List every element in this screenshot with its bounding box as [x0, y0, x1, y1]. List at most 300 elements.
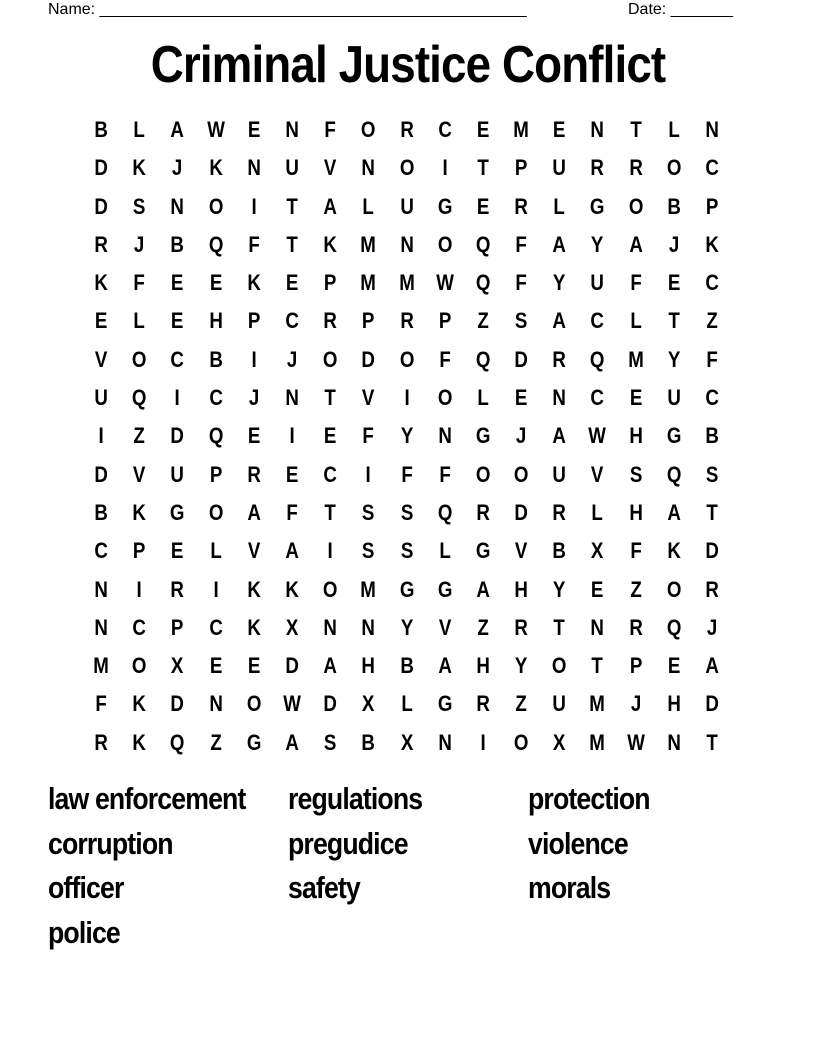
- grid-letter: I: [480, 729, 486, 755]
- word-list-item: law enforcement: [48, 781, 246, 816]
- grid-letter: R: [628, 614, 643, 640]
- grid-letter: I: [174, 385, 181, 411]
- grid-letter: R: [94, 231, 108, 257]
- grid-letter: S: [133, 193, 146, 219]
- grid-letter: E: [209, 653, 222, 679]
- grid-letter: Q: [590, 346, 605, 372]
- grid-letter: B: [170, 231, 185, 257]
- grid-letter: L: [362, 193, 375, 219]
- grid-letter: N: [399, 231, 414, 257]
- grid-letter: G: [666, 423, 682, 449]
- grid-letter: O: [208, 499, 223, 525]
- grid-letter: N: [705, 117, 719, 142]
- grid-letter: N: [208, 691, 223, 717]
- grid-letter: L: [668, 117, 680, 142]
- grid-letter: N: [94, 576, 108, 602]
- grid-letter: E: [629, 385, 642, 411]
- grid-letter: Y: [553, 270, 566, 296]
- grid-letter: D: [705, 691, 719, 717]
- grid-letter: X: [591, 538, 604, 564]
- word-list-item: safety: [288, 870, 360, 905]
- grid-row: [82, 724, 732, 762]
- grid-letter: T: [591, 653, 604, 679]
- grid-letter: E: [476, 193, 490, 219]
- grid-letter: Q: [666, 461, 682, 487]
- grid-letter: S: [362, 538, 375, 564]
- grid-letter: G: [437, 691, 453, 717]
- grid-letter: D: [514, 346, 528, 372]
- grid-row: [82, 532, 732, 570]
- grid-letter: F: [324, 117, 336, 142]
- grid-letter: K: [323, 231, 337, 257]
- grid-letter: O: [361, 117, 376, 142]
- grid-letter: A: [705, 653, 719, 679]
- grid-letter: F: [95, 691, 107, 717]
- grid-letter: F: [133, 270, 145, 296]
- grid-letter: C: [590, 308, 605, 334]
- grid-letter: T: [629, 117, 642, 142]
- word-search-grid: [82, 111, 732, 762]
- grid-letter: P: [438, 308, 452, 334]
- grid-letter: N: [361, 155, 376, 181]
- grid-letter: K: [208, 155, 223, 181]
- grid-letter: I: [136, 576, 142, 602]
- grid-letter: M: [360, 576, 377, 602]
- grid-letter: M: [589, 691, 606, 717]
- grid-letter: K: [132, 691, 147, 717]
- grid-letter: H: [476, 653, 490, 679]
- grid-letter: G: [437, 193, 453, 219]
- grid-letter: M: [589, 729, 606, 755]
- grid-letter: K: [247, 270, 261, 296]
- grid-letter: D: [323, 691, 337, 717]
- grid-letter: G: [399, 576, 414, 602]
- grid-letter: M: [627, 346, 644, 372]
- grid-letter: X: [171, 653, 184, 679]
- grid-letter: N: [170, 193, 185, 219]
- grid-letter: A: [323, 653, 337, 679]
- grid-letter: U: [285, 155, 299, 181]
- grid-letter: I: [365, 461, 372, 487]
- word-list-item: violence: [528, 825, 628, 861]
- grid-letter: O: [322, 346, 338, 372]
- grid-letter: K: [285, 576, 299, 602]
- grid-letter: Q: [437, 499, 453, 525]
- grid-letter: T: [324, 499, 336, 525]
- grid-letter: Y: [514, 653, 528, 679]
- grid-row: [82, 494, 732, 532]
- grid-letter: Z: [477, 308, 489, 334]
- grid-letter: W: [626, 729, 645, 755]
- grid-letter: R: [247, 461, 261, 487]
- grid-letter: H: [628, 499, 643, 525]
- grid-letter: I: [213, 576, 219, 602]
- grid-letter: O: [132, 653, 147, 679]
- grid-letter: Y: [591, 231, 604, 257]
- grid-letter: P: [133, 538, 146, 564]
- grid-letter: W: [435, 270, 454, 296]
- grid-letter: H: [514, 576, 528, 602]
- word-list-item: pregudice: [288, 825, 408, 861]
- grid-letter: O: [475, 461, 491, 487]
- grid-letter: Q: [208, 423, 223, 449]
- grid-letter: T: [286, 193, 298, 219]
- grid-letter: Q: [475, 231, 491, 257]
- grid-letter: R: [476, 691, 490, 717]
- grid-letter: L: [553, 193, 566, 219]
- grid-row: [82, 571, 732, 609]
- grid-letter: E: [247, 653, 261, 679]
- grid-letter: O: [246, 691, 262, 717]
- grid-letter: C: [208, 614, 223, 640]
- grid-letter: R: [323, 308, 337, 334]
- grid-letter: D: [170, 691, 185, 717]
- grid-letter: R: [476, 499, 490, 525]
- grid-letter: I: [442, 155, 448, 181]
- grid-letter: Q: [170, 729, 185, 755]
- grid-letter: R: [552, 499, 567, 525]
- grid-letter: J: [515, 423, 527, 449]
- grid-letter: N: [552, 385, 567, 411]
- grid-letter: A: [247, 499, 261, 525]
- grid-letter: B: [94, 117, 108, 142]
- grid-letter: Z: [515, 691, 527, 717]
- grid-letter: H: [361, 653, 376, 679]
- grid-letter: S: [514, 308, 528, 334]
- word-list-item: officer: [48, 870, 124, 905]
- grid-letter: I: [98, 423, 104, 449]
- grid-letter: E: [553, 117, 566, 142]
- grid-letter: L: [400, 691, 413, 717]
- grid-letter: K: [705, 231, 719, 257]
- grid-letter: N: [94, 614, 108, 640]
- grid-letter: F: [362, 423, 375, 449]
- grid-row: [82, 226, 732, 264]
- grid-letter: C: [132, 614, 147, 640]
- grid-letter: F: [248, 231, 260, 257]
- grid-letter: A: [628, 231, 643, 257]
- grid-letter: M: [360, 270, 377, 296]
- grid-letter: N: [667, 729, 681, 755]
- grid-letter: C: [705, 155, 719, 181]
- grid-letter: S: [400, 499, 413, 525]
- grid-letter: X: [400, 729, 413, 755]
- grid-letter: R: [399, 308, 414, 334]
- grid-letter: L: [133, 308, 145, 334]
- grid-letter: E: [476, 117, 490, 142]
- grid-letter: O: [399, 155, 414, 181]
- grid-letter: C: [323, 461, 337, 487]
- grid-letter: C: [285, 308, 299, 334]
- grid-letter: Q: [666, 614, 682, 640]
- grid-letter: X: [285, 614, 299, 640]
- grid-letter: G: [437, 576, 453, 602]
- grid-letter: S: [323, 729, 337, 755]
- grid-letter: B: [399, 653, 414, 679]
- grid-letter: P: [362, 308, 375, 334]
- grid-letter: F: [706, 346, 718, 372]
- grid-letter: S: [400, 538, 413, 564]
- grid-letter: O: [208, 193, 223, 219]
- grid-letter: N: [438, 729, 452, 755]
- grid-row: [82, 302, 732, 340]
- grid-letter: K: [132, 155, 147, 181]
- grid-letter: R: [514, 614, 528, 640]
- grid-letter: F: [515, 270, 527, 296]
- grid-row: [82, 685, 732, 723]
- grid-letter: T: [286, 231, 298, 257]
- grid-letter: E: [171, 538, 184, 564]
- grid-letter: T: [668, 308, 680, 334]
- grid-letter: V: [514, 538, 528, 564]
- grid-letter: E: [667, 270, 681, 296]
- grid-letter: A: [170, 117, 185, 142]
- grid-letter: V: [591, 461, 604, 487]
- grid-letter: T: [706, 729, 718, 755]
- grid-letter: A: [438, 653, 452, 679]
- grid-row: [82, 341, 732, 379]
- grid-letter: G: [475, 423, 491, 449]
- grid-letter: M: [398, 270, 415, 296]
- grid-letter: V: [247, 538, 261, 564]
- grid-letter: A: [552, 423, 567, 449]
- grid-letter: U: [552, 691, 567, 717]
- grid-letter: O: [666, 576, 682, 602]
- grid-letter: E: [591, 576, 604, 602]
- grid-letter: J: [172, 155, 183, 181]
- grid-letter: L: [477, 385, 489, 411]
- grid-letter: P: [209, 461, 222, 487]
- grid-letter: Q: [132, 385, 147, 411]
- grid-letter: J: [668, 231, 680, 257]
- grid-letter: B: [361, 729, 376, 755]
- grid-letter: A: [323, 193, 337, 219]
- grid-letter: D: [514, 499, 528, 525]
- grid-letter: A: [285, 538, 299, 564]
- grid-letter: D: [705, 538, 719, 564]
- grid-letter: U: [590, 270, 605, 296]
- grid-row: [82, 609, 732, 647]
- grid-letter: E: [285, 461, 299, 487]
- grid-letter: X: [553, 729, 566, 755]
- grid-letter: G: [590, 193, 605, 219]
- grid-letter: A: [667, 499, 681, 525]
- grid-letter: I: [251, 346, 257, 372]
- grid-letter: A: [552, 308, 567, 334]
- header-line: [48, 0, 748, 20]
- grid-letter: A: [285, 729, 299, 755]
- grid-letter: R: [628, 155, 643, 181]
- grid-letter: Y: [667, 346, 681, 372]
- grid-letter: Q: [475, 346, 491, 372]
- grid-letter: Z: [477, 614, 489, 640]
- grid-letter: P: [247, 308, 261, 334]
- grid-letter: C: [438, 117, 452, 142]
- grid-letter: W: [588, 423, 607, 449]
- grid-letter: M: [360, 231, 377, 257]
- grid-row: [82, 379, 732, 417]
- grid-letter: E: [247, 423, 261, 449]
- grid-letter: L: [439, 538, 451, 564]
- grid-letter: R: [514, 193, 528, 219]
- grid-letter: X: [362, 691, 375, 717]
- grid-letter: O: [437, 231, 453, 257]
- grid-letter: I: [251, 193, 257, 219]
- grid-letter: E: [94, 308, 108, 334]
- grid-letter: O: [437, 385, 453, 411]
- grid-letter: E: [667, 653, 681, 679]
- grid-letter: F: [629, 538, 642, 564]
- grid-letter: J: [286, 346, 298, 372]
- grid-letter: N: [590, 117, 605, 142]
- grid-letter: L: [133, 117, 145, 142]
- grid-letter: T: [553, 614, 566, 640]
- grid-letter: K: [247, 576, 261, 602]
- grid-row: [82, 111, 732, 149]
- grid-letter: K: [94, 270, 108, 296]
- grid-letter: O: [513, 461, 529, 487]
- grid-letter: R: [94, 729, 108, 755]
- grid-letter: D: [94, 193, 108, 219]
- grid-letter: Z: [629, 576, 642, 602]
- grid-row: [82, 264, 732, 302]
- grid-letter: J: [248, 385, 260, 411]
- grid-letter: O: [513, 729, 529, 755]
- word-list: [48, 777, 768, 955]
- grid-letter: U: [552, 155, 567, 181]
- grid-letter: E: [209, 270, 222, 296]
- grid-letter: J: [706, 614, 718, 640]
- name-field-label: Name: ________________________________________________: [48, 1, 527, 18]
- grid-letter: H: [208, 308, 223, 334]
- grid-letter: W: [283, 691, 301, 717]
- grid-letter: T: [477, 155, 489, 181]
- grid-letter: N: [323, 614, 337, 640]
- grid-letter: R: [399, 117, 414, 142]
- grid-letter: C: [208, 385, 223, 411]
- grid-letter: M: [513, 117, 529, 142]
- grid-letter: P: [705, 193, 719, 219]
- grid-letter: M: [93, 653, 109, 679]
- grid-letter: S: [705, 461, 719, 487]
- grid-letter: P: [323, 270, 337, 296]
- grid-letter: J: [134, 231, 145, 257]
- grid-letter: B: [705, 423, 719, 449]
- grid-letter: N: [285, 385, 299, 411]
- grid-letter: Z: [209, 729, 222, 755]
- grid-letter: R: [552, 346, 567, 372]
- grid-letter: I: [289, 423, 295, 449]
- word-list-item: corruption: [48, 825, 173, 861]
- grid-letter: Q: [208, 231, 223, 257]
- grid-letter: O: [322, 576, 338, 602]
- grid-letter: V: [133, 461, 146, 487]
- grid-letter: Z: [133, 423, 145, 449]
- grid-letter: E: [247, 117, 261, 142]
- grid-letter: O: [552, 653, 567, 679]
- grid-letter: F: [439, 346, 451, 372]
- grid-letter: N: [361, 614, 376, 640]
- grid-letter: Y: [400, 614, 413, 640]
- grid-letter: E: [285, 270, 299, 296]
- grid-letter: W: [206, 117, 225, 142]
- grid-letter: P: [514, 155, 528, 181]
- grid-letter: J: [630, 691, 641, 717]
- grid-letter: D: [285, 653, 299, 679]
- grid-letter: U: [94, 385, 108, 411]
- grid-letter: B: [94, 499, 108, 525]
- grid-letter: D: [361, 346, 376, 372]
- grid-letter: O: [628, 193, 643, 219]
- grid-letter: C: [705, 270, 719, 296]
- grid-letter: C: [170, 346, 185, 372]
- grid-letter: L: [591, 499, 604, 525]
- grid-row: [82, 188, 732, 226]
- grid-letter: F: [439, 461, 451, 487]
- grid-letter: C: [94, 538, 108, 564]
- grid-letter: F: [629, 270, 642, 296]
- grid-letter: I: [403, 385, 410, 411]
- grid-row: [82, 647, 732, 685]
- grid-letter: G: [475, 538, 491, 564]
- grid-letter: U: [552, 461, 567, 487]
- grid-letter: P: [629, 653, 642, 679]
- grid-letter: S: [629, 461, 642, 487]
- grid-letter: F: [400, 461, 413, 487]
- grid-letter: B: [208, 346, 223, 372]
- grid-letter: F: [286, 499, 298, 525]
- grid-letter: Y: [400, 423, 413, 449]
- grid-letter: D: [94, 461, 108, 487]
- grid-letter: K: [247, 614, 261, 640]
- word-list-item: police: [48, 914, 120, 950]
- grid-letter: G: [170, 499, 185, 525]
- word-list-item: morals: [528, 870, 611, 905]
- grid-letter: O: [399, 346, 414, 372]
- grid-letter: V: [438, 614, 452, 640]
- grid-letter: D: [94, 155, 108, 181]
- grid-letter: B: [552, 538, 567, 564]
- grid-letter: E: [171, 308, 184, 334]
- grid-letter: Q: [475, 270, 491, 296]
- grid-letter: R: [170, 576, 185, 602]
- grid-letter: N: [438, 423, 452, 449]
- grid-letter: V: [362, 385, 375, 411]
- grid-letter: L: [629, 308, 642, 334]
- grid-letter: H: [667, 691, 681, 717]
- grid-letter: U: [667, 385, 681, 411]
- grid-letter: K: [132, 499, 147, 525]
- grid-letter: T: [324, 385, 336, 411]
- grid-letter: R: [590, 155, 605, 181]
- grid-letter: L: [209, 538, 222, 564]
- page-title: Criminal Justice Conflict: [150, 36, 666, 94]
- grid-letter: P: [171, 614, 184, 640]
- grid-letter: Z: [706, 308, 718, 334]
- grid-letter: G: [246, 729, 262, 755]
- grid-row: [82, 456, 732, 494]
- grid-row: [82, 149, 732, 187]
- grid-letter: B: [667, 193, 681, 219]
- grid-letter: Y: [553, 576, 566, 602]
- grid-letter: N: [590, 614, 605, 640]
- grid-letter: E: [171, 270, 184, 296]
- grid-letter: K: [667, 538, 681, 564]
- word-list-item: regulations: [288, 781, 423, 816]
- grid-letter: D: [170, 423, 185, 449]
- grid-letter: V: [323, 155, 337, 181]
- grid-letter: N: [247, 155, 261, 181]
